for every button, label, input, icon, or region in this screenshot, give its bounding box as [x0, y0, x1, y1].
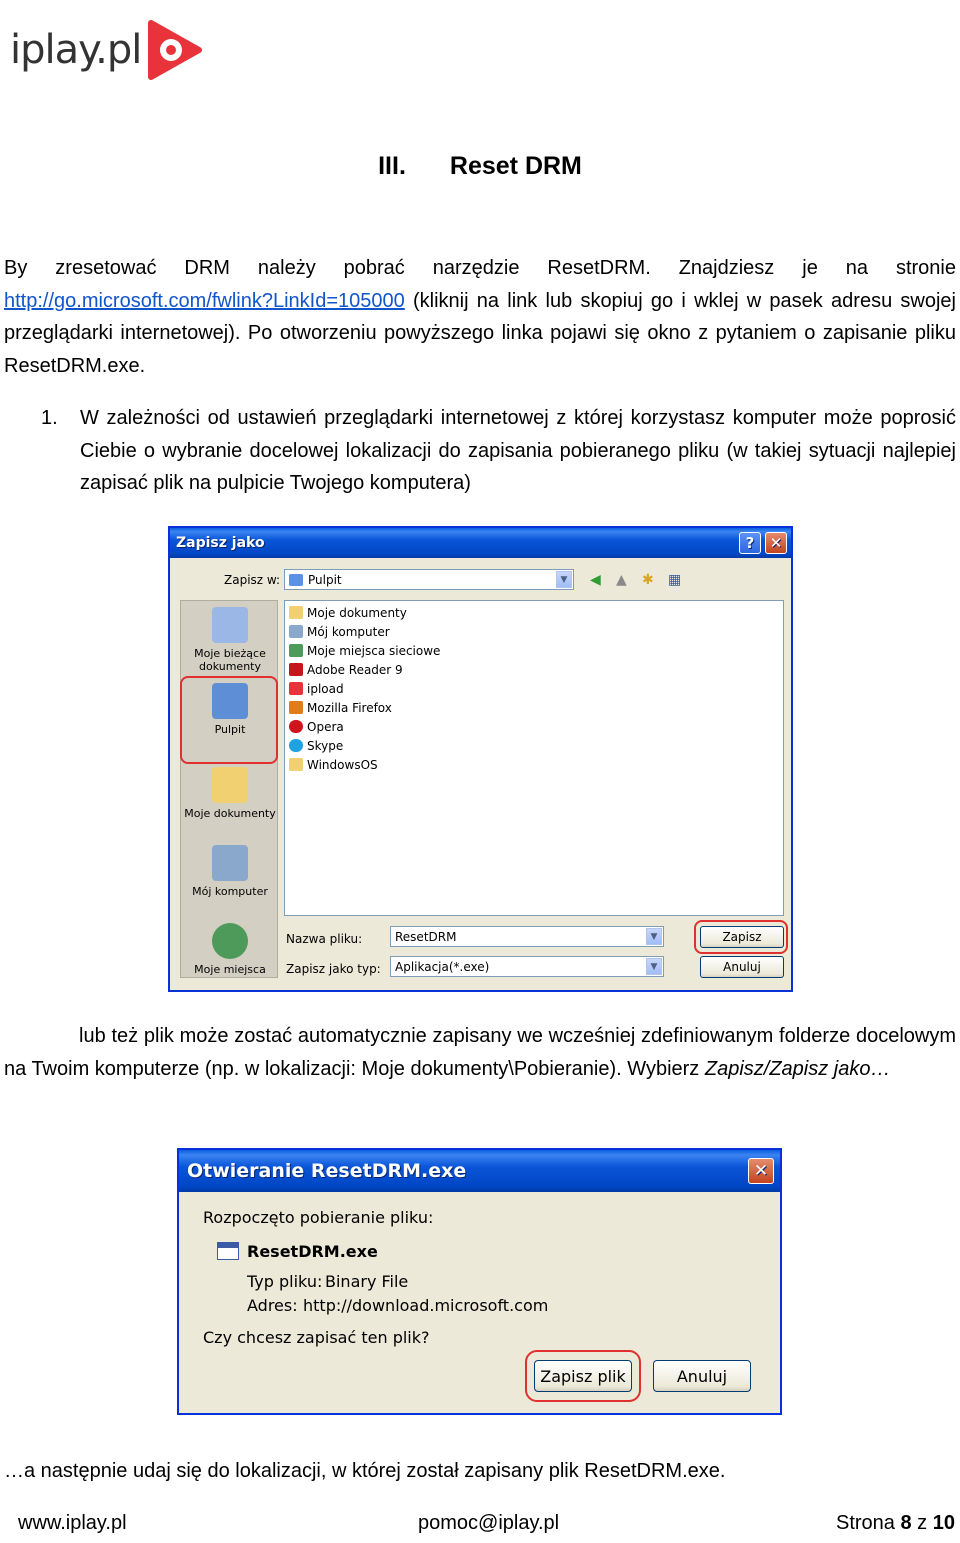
intro-text-after: (kliknij na link lub skopiuj go i wklej w pasek adresu swojej przeglądarki internetowej). Po otworzeniu powyższego linka pojawi się okno z pytaniem o zapisanie pliku ResetDRM.exe. — [4, 289, 956, 377]
list-item[interactable] — [289, 717, 344, 736]
network-icon — [289, 644, 303, 657]
place-label: Mój komputer — [192, 885, 268, 898]
intro-text: By zresetować DRM należy pobrać narzędzie ResetDRM. Znajdziesz je na stronie — [4, 257, 956, 279]
item-label: Mój komputer — [307, 624, 390, 639]
page-separator: z — [911, 1512, 933, 1534]
chevron-down-icon[interactable]: ▼ — [556, 571, 572, 588]
shortcut-icon — [289, 682, 303, 695]
filename-input[interactable] — [390, 926, 664, 947]
item-label: Mozilla Firefox — [307, 700, 392, 715]
close-button[interactable]: ✕ — [748, 1158, 774, 1184]
item-label: Opera — [307, 719, 344, 734]
section-number: III. — [378, 152, 406, 180]
list-item[interactable] — [289, 755, 378, 774]
folder-icon — [289, 574, 303, 586]
current-page: 8 — [900, 1512, 912, 1534]
total-pages: 10 — [932, 1512, 955, 1534]
address-label: Adres: — [247, 1296, 298, 1315]
new-folder-icon[interactable]: ✱ — [642, 572, 654, 588]
place-label: Moje dokumenty — [184, 807, 276, 820]
documents-folder-icon — [212, 767, 248, 803]
highlight-ring — [180, 676, 278, 764]
footer-email[interactable]: pomoc@iplay.pl — [418, 1512, 560, 1534]
dialog-titlebar — [170, 528, 791, 558]
place-my-computer[interactable] — [181, 845, 279, 898]
page-number — [836, 1512, 955, 1535]
item-label: Skype — [307, 738, 344, 753]
intro-paragraph — [4, 252, 956, 382]
item-label: Adobe Reader 9 — [307, 662, 403, 677]
closing-paragraph: …a następnie udaj się do lokalizacji, w której został zapisany plik ResetDRM.exe. — [4, 1460, 726, 1482]
adobe-icon — [289, 663, 303, 676]
dialog-title: Otwieranie ResetDRM.exe — [187, 1160, 467, 1182]
dialog-title: Zapisz jako — [176, 535, 265, 551]
download-filename: ResetDRM.exe — [247, 1242, 378, 1261]
save-file-button[interactable]: Zapisz plik — [534, 1360, 632, 1392]
footer-site[interactable]: www.iplay.pl — [18, 1512, 127, 1534]
place-label: Moje miejsca — [194, 963, 266, 976]
view-menu-icon[interactable]: ▦ — [668, 572, 682, 588]
list-item[interactable] — [289, 622, 390, 641]
save-question: Czy chcesz zapisać ten plik? — [203, 1328, 430, 1347]
skype-icon — [289, 739, 303, 752]
filetype-value: Aplikacja(*.exe) — [395, 959, 490, 974]
list-item[interactable] — [289, 679, 344, 698]
logo-text: iplay.pl — [10, 27, 142, 73]
download-link[interactable]: http://go.microsoft.com/fwlink?LinkId=105000 — [4, 289, 405, 312]
middle-text: lub też plik może zostać automatycznie zapisany we wcześniej zdefiniowanym folderze docelowym na Twoim komputerze (np. w lokalizacji: Moje dokumenty\Pobieranie). Wybierz — [4, 1025, 956, 1080]
folder-icon — [289, 606, 303, 619]
save-button[interactable]: Zapisz — [700, 926, 784, 948]
item-label: WindowsOS — [307, 757, 378, 772]
close-button[interactable]: ✕ — [765, 532, 787, 554]
recent-docs-icon — [212, 607, 248, 643]
list-item[interactable] — [289, 603, 407, 622]
filetype-label: Zapisz jako typ: — [286, 962, 381, 976]
file-type-value: Binary File — [325, 1272, 409, 1291]
place-label: Pulpit — [214, 723, 246, 736]
middle-paragraph — [4, 1020, 956, 1085]
cancel-button[interactable]: Anuluj — [653, 1360, 751, 1392]
firefox-icon — [289, 701, 303, 714]
section-heading — [0, 152, 960, 181]
item-label: Moje dokumenty — [307, 605, 407, 620]
section-title: Reset DRM — [449, 152, 582, 180]
highlight-ring — [694, 920, 788, 954]
save-in-combo[interactable] — [284, 569, 574, 590]
filename-value: ResetDRM — [395, 929, 457, 944]
computer-icon — [289, 625, 303, 638]
middle-italic: Zapisz/Zapisz jako… — [704, 1057, 891, 1080]
save-in-value: Pulpit — [308, 572, 342, 587]
list-item[interactable] — [289, 660, 403, 679]
chevron-down-icon[interactable]: ▼ — [646, 958, 662, 975]
help-button[interactable]: ? — [739, 532, 761, 554]
filename-label: Nazwa pliku: — [286, 932, 363, 946]
back-icon[interactable]: ◀ — [590, 572, 601, 588]
list-number: 1. — [41, 407, 58, 429]
page-prefix: Strona — [836, 1512, 901, 1534]
file-type-label: Typ pliku: — [247, 1272, 323, 1291]
place-recent[interactable] — [181, 607, 279, 673]
chevron-down-icon[interactable]: ▼ — [646, 928, 662, 945]
place-network[interactable] — [181, 923, 279, 976]
list-item-text: W zależności od ustawień przeglądarki internetowej z której korzystasz komputer może poprosić Ciebie o wybranie docelowej lokalizacji do zapisania pobieranego pliku (w takiej sytuacji najlepiej zapisać plik na pulpicie Twojego komputera) — [80, 407, 956, 494]
iplay-logo — [10, 8, 230, 92]
save-in-label: Zapisz w: — [224, 573, 281, 587]
item-label: ipload — [307, 681, 344, 696]
place-label: Moje bieżące dokumenty — [194, 647, 266, 673]
places-bar — [180, 600, 278, 978]
save-as-dialog — [168, 526, 793, 992]
file-list — [284, 600, 784, 916]
list-item[interactable] — [289, 698, 392, 717]
network-globe-icon — [212, 923, 248, 959]
folder-icon — [289, 758, 303, 771]
address-value: http://download.microsoft.com — [303, 1296, 549, 1315]
list-item[interactable] — [289, 641, 440, 660]
dialog-titlebar — [179, 1150, 780, 1192]
computer-icon — [212, 845, 248, 881]
filetype-select[interactable] — [390, 956, 664, 977]
up-folder-icon[interactable]: ▲ — [616, 572, 627, 588]
exe-file-icon — [217, 1242, 239, 1260]
list-item[interactable] — [289, 736, 343, 755]
item-label: Moje miejsca sieciowe — [307, 643, 441, 658]
opera-icon — [289, 720, 303, 733]
download-intro: Rozpoczęto pobieranie pliku: — [203, 1208, 434, 1227]
highlight-ring — [525, 1350, 641, 1402]
open-file-dialog — [177, 1148, 782, 1415]
place-my-documents[interactable] — [181, 767, 279, 820]
cancel-button[interactable]: Anuluj — [700, 956, 784, 978]
play-icon — [143, 19, 205, 81]
